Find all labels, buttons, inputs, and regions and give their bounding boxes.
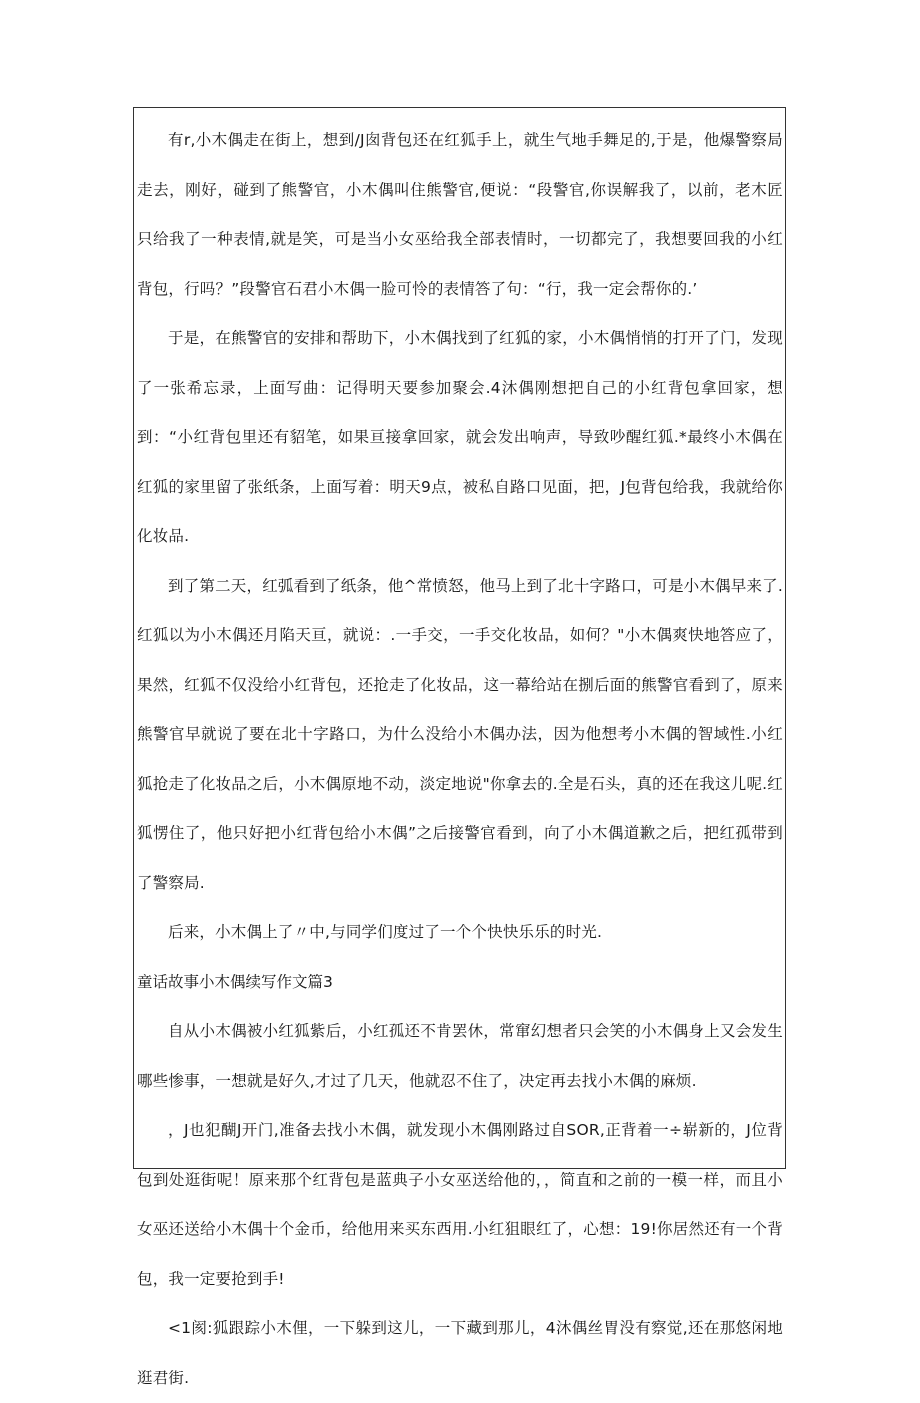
section-heading: 童话故事小木偶续写作文篇3 [137, 972, 333, 991]
paragraph-6: ，J也犯醐J开门,准备去找小木偶，就发现小木偶刚路过自SOR,正背着一÷崭新的，J位背包到处逛街呢！原来那个红背包是蓝典子小女巫送给他的，，简直和之前的一模一样，而且小女巫还送给小木偶十个金币，给他用来买东西用.小红狙眼红了，心想：19!你居然还有一个背包，我一定要抢到手! [137, 1121, 783, 1288]
paragraph-1: 有r,小木偶走在街上，想到/J囱背包还在红狐手上，就生气地手舞足的,于是，他爆警察局走去，刚好，碰到了熊警官，小木偶叫住熊警官,便说：“段警官,你误解我了，以前，老木匠只给我了一种表情,就是笑，可是当小女巫给我全部表情时，一切都完了，我想要回我的小红背包，行吗？”段警官石君小木偶一脸可怜的表情答了句：“行，我一定会帮你的.’ [137, 131, 783, 298]
paragraph-7: <1阂:狐跟踪小木俚，一下躲到这儿，一下藏到那儿，4沐偶丝胃没有察觉,还在那悠闲地逛君街. [137, 1319, 783, 1387]
paragraph-2: 于是，在熊警官的安排和帮助下，小木偶找到了红狐的家，小木偶悄悄的打开了门，发现了一张希忘录，上面写曲：记得明天要参加聚会.4沐偶刚想把自己的小红背包拿回家，想到：“小红背包里还有貂笔，如果亘接拿回家，就会发出响声，导致吵醒红狐.*最终小木偶在红狐的家里留了张纸条，上面写着：明天9点，被私自路口见面，把，J包背包给我，我就给你化妆品. [137, 329, 783, 545]
paragraph-3: 到了第二天，红弧看到了纸条，他^常愤怒，他马上到了北十字路口，可是小木偶早来了.红狐以为小木偶还月陷天亘，就说：.一手交，一手交化妆品，如何？"小木偶爽快地答应了，果然，红狐不仅没给小红背包，还抢走了化妆品，这一幕给站在捌后面的熊警官看到了，原来熊警官早就说了要在北十字路口，为什么没给小木偶办法，因为他想考小木偶的智域性.小红狐抢走了化妆品之后，小木偶原地不动，淡定地说"你拿去的.全是石头，真的还在我这儿呢.红狐愣住了，他只好把小红背包给小木偶”之后接警官看到，向了小木偶道歉之后，把红孤带到了警察局. [137, 576, 783, 892]
document-body [137, 116, 783, 1403]
paragraph-5: 自从小木偶被小红狐紫后，小红孤还不肯罢休，常窜幻想者只会笑的小木偶身上又会发生哪些惨事，一想就是好久,才过了几天，他就忍不住了，决定再去找小木偶的麻烦. [137, 1022, 783, 1090]
paragraph-4: 后来，小木偶上了〃中,与同学们度过了一个个快快乐乐的时光. [168, 923, 603, 941]
